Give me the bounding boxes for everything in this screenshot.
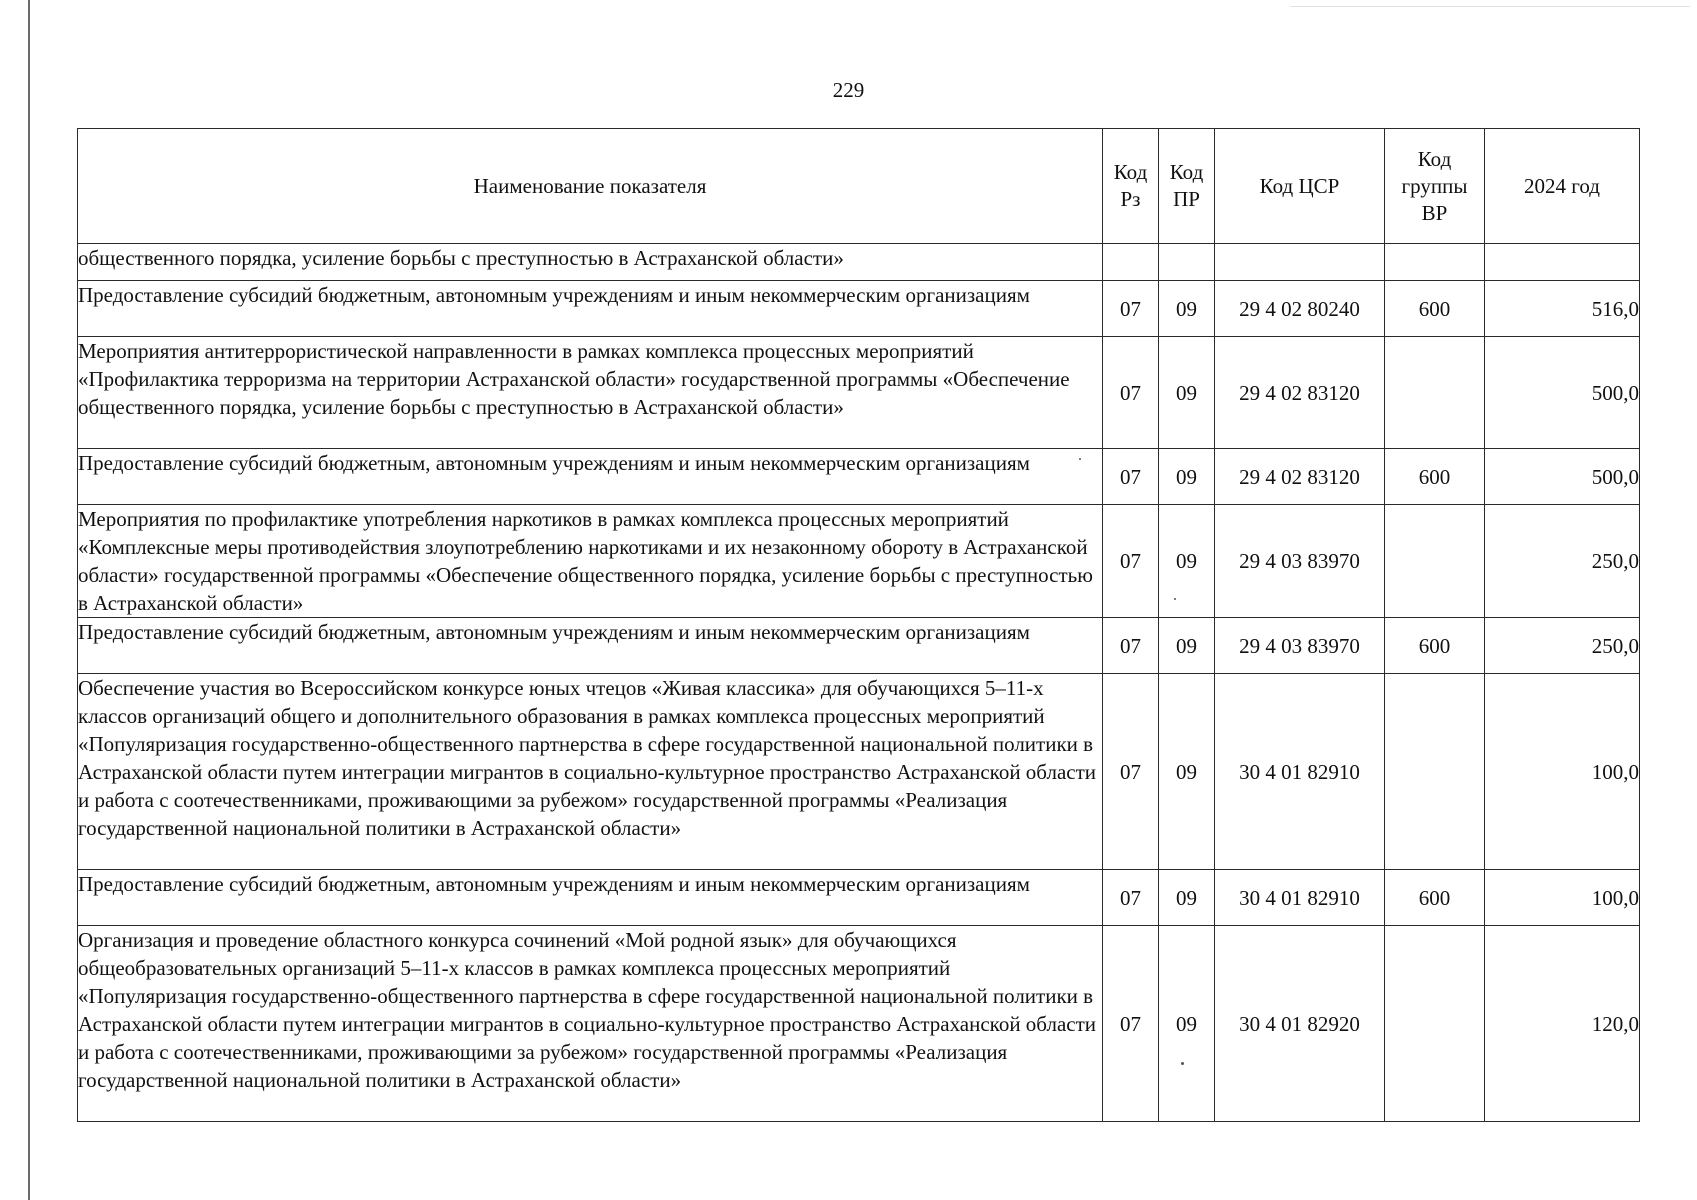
row-csr: 29 4 02 83120 bbox=[1215, 337, 1385, 449]
row-amount: 120,0 bbox=[1485, 926, 1640, 1122]
row-rz: 07 bbox=[1103, 870, 1159, 926]
scan-speck bbox=[1079, 458, 1081, 460]
table-row bbox=[78, 870, 1640, 926]
scan-speck bbox=[1174, 598, 1176, 600]
row-amount bbox=[1485, 244, 1640, 281]
row-rz: 07 bbox=[1103, 449, 1159, 505]
row-amount: 100,0 bbox=[1485, 870, 1640, 926]
row-amount: 100,0 bbox=[1485, 674, 1640, 870]
header-name: Наименование показателя bbox=[78, 129, 1103, 244]
row-csr: 30 4 01 82910 bbox=[1215, 870, 1385, 926]
row-pr: 09 bbox=[1159, 505, 1215, 618]
row-name: Мероприятия по профилактике употребления наркотиков в рамках комплекса процессных мероприятий «Комплексные меры противодействия злоупотреблению наркотиками и их незаконному обороту в Астраханской области» государственной программы «Обеспечение общественного порядка, усиление борьбы с преступностью в Астраханской области» bbox=[78, 505, 1103, 618]
row-csr bbox=[1215, 244, 1385, 281]
table-row bbox=[78, 337, 1640, 449]
scan-edge-line bbox=[1290, 6, 1690, 7]
row-name: Мероприятия антитеррористической направленности в рамках комплекса процессных мероприятий «Профилактика терроризма на территории Астраханской области» государственной программы «Обеспечение общественного порядка, усиление борьбы с преступностью в Астраханской области» bbox=[78, 337, 1103, 449]
row-rz: 07 bbox=[1103, 505, 1159, 618]
row-vr bbox=[1385, 926, 1485, 1122]
table-row bbox=[78, 674, 1640, 870]
row-vr bbox=[1385, 674, 1485, 870]
row-csr: 30 4 01 82910 bbox=[1215, 674, 1385, 870]
row-csr: 29 4 02 80240 bbox=[1215, 281, 1385, 337]
row-name: Предоставление субсидий бюджетным, автономным учреждениям и иным некоммерческим организациям bbox=[78, 870, 1103, 926]
row-vr bbox=[1385, 337, 1485, 449]
row-vr: 600 bbox=[1385, 870, 1485, 926]
row-amount: 250,0 bbox=[1485, 505, 1640, 618]
row-name: Предоставление субсидий бюджетным, автономным учреждениям и иным некоммерческим организациям bbox=[78, 618, 1103, 674]
header-pr: Код ПР bbox=[1159, 129, 1215, 244]
row-amount: 516,0 bbox=[1485, 281, 1640, 337]
table-row bbox=[78, 281, 1640, 337]
header-vr: Код группы ВР bbox=[1385, 129, 1485, 244]
row-pr: 09 bbox=[1159, 281, 1215, 337]
row-vr bbox=[1385, 244, 1485, 281]
row-name: Предоставление субсидий бюджетным, автономным учреждениям и иным некоммерческим организациям bbox=[78, 281, 1103, 337]
table-row bbox=[78, 244, 1640, 281]
row-rz: 07 bbox=[1103, 674, 1159, 870]
table-row bbox=[78, 618, 1640, 674]
row-amount: 500,0 bbox=[1485, 337, 1640, 449]
header-csr: Код ЦСР bbox=[1215, 129, 1385, 244]
row-pr: 09 bbox=[1159, 870, 1215, 926]
scan-speck bbox=[1181, 1062, 1184, 1065]
row-pr: 09 bbox=[1159, 674, 1215, 870]
row-csr: 29 4 03 83970 bbox=[1215, 505, 1385, 618]
row-pr: 09 bbox=[1159, 618, 1215, 674]
row-pr: 09 bbox=[1159, 449, 1215, 505]
row-name: общественного порядка, усиление борьбы с преступностью в Астраханской области» bbox=[78, 244, 1103, 281]
row-csr: 29 4 03 83970 bbox=[1215, 618, 1385, 674]
row-rz: 07 bbox=[1103, 337, 1159, 449]
row-vr: 600 bbox=[1385, 449, 1485, 505]
table-header-row bbox=[78, 129, 1640, 244]
page-number: 229 bbox=[832, 78, 865, 102]
row-name: Организация и проведение областного конкурса сочинений «Мой родной язык» для обучающихся общеобразовательных организаций 5–11-х классов в рамках комплекса процессных мероприятий «Популяризация государственно-общественного партнерства в сфере государственной национальной политики в Астраханской области путем интеграции мигрантов в социально-культурное пространство Астраханской области и работа с соотечественниками, проживающими за рубежом» государственной программы «Реализация государственной национальной политики в Астраханской области» bbox=[78, 926, 1103, 1122]
row-amount: 250,0 bbox=[1485, 618, 1640, 674]
row-rz: 07 bbox=[1103, 926, 1159, 1122]
row-rz: 07 bbox=[1103, 618, 1159, 674]
budget-table bbox=[77, 128, 1640, 1122]
header-year: 2024 год bbox=[1485, 129, 1640, 244]
row-pr bbox=[1159, 244, 1215, 281]
row-name: Предоставление субсидий бюджетным, автономным учреждениям и иным некоммерческим организациям bbox=[78, 449, 1103, 505]
row-rz: 07 bbox=[1103, 281, 1159, 337]
table-row bbox=[78, 505, 1640, 618]
header-rz: Код Рз bbox=[1103, 129, 1159, 244]
row-rz bbox=[1103, 244, 1159, 281]
row-name: Обеспечение участия во Всероссийском конкурсе юных чтецов «Живая классика» для обучающихся 5–11-х классов организаций общего и дополнительного образования в рамках комплекса процессных мероприятий «Популяризация государственно-общественного партнерства в сфере государственной национальной политики в Астраханской области путем интеграции мигрантов в социально-культурное пространство Астраханской области и работа с соотечественниками, проживающими за рубежом» государственной программы «Реализация государственной национальной политики в Астраханской области» bbox=[78, 674, 1103, 870]
row-csr: 30 4 01 82920 bbox=[1215, 926, 1385, 1122]
row-csr: 29 4 02 83120 bbox=[1215, 449, 1385, 505]
row-vr: 600 bbox=[1385, 281, 1485, 337]
row-vr: 600 bbox=[1385, 618, 1485, 674]
row-amount: 500,0 bbox=[1485, 449, 1640, 505]
table-row bbox=[78, 449, 1640, 505]
row-pr: 09 bbox=[1159, 337, 1215, 449]
binding-margin-line bbox=[28, 0, 30, 1200]
table-row bbox=[78, 926, 1640, 1122]
row-vr bbox=[1385, 505, 1485, 618]
row-pr: 09 bbox=[1159, 926, 1215, 1122]
